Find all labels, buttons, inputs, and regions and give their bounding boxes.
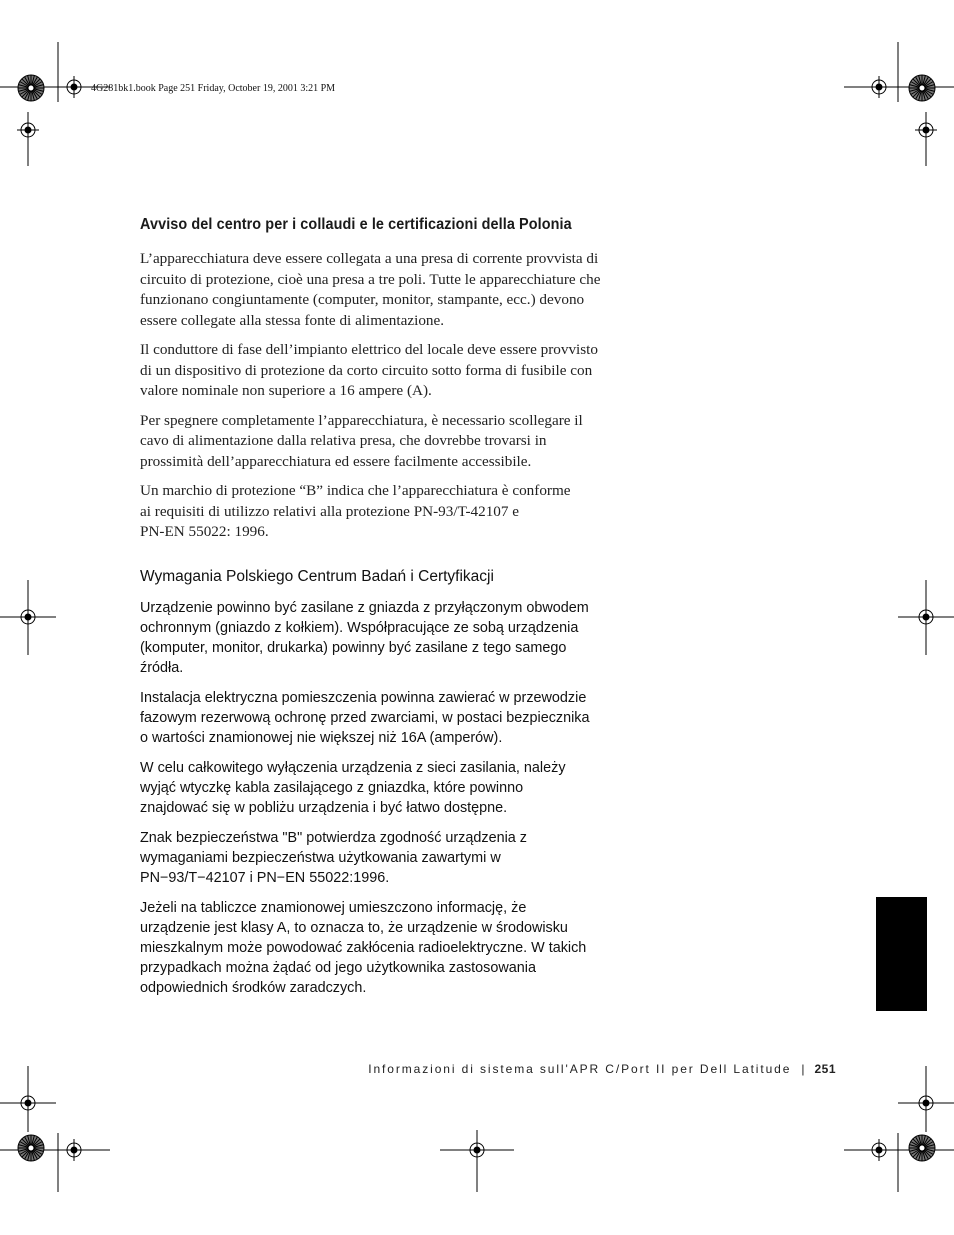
text-line: przypadkach można żądać od jego użytkownika zastosowania [140, 959, 536, 976]
italian-section-heading: Avviso del centro per i collaudi e le certificazioni della Polonia [140, 216, 572, 233]
italian-paragraph [140, 340, 640, 402]
polish-paragraph [140, 828, 640, 888]
page-number: 251 [814, 1062, 836, 1076]
text-line: ai requisiti di utilizzo relativi alla protezione PN-93/T-42107 e [140, 502, 520, 520]
polish-paragraph [140, 598, 640, 678]
text-line: PN-EN 55022: 1996. [140, 523, 269, 540]
polish-paragraph [140, 898, 640, 998]
polish-section-heading: Wymagania Polskiego Centrum Badań i Certyfikacji [140, 567, 494, 585]
text-line: Instalacja elektryczna pomieszczenia powinna zawierać w przewodzie [140, 689, 587, 706]
text-line: Il conduttore di fase dell’impianto elettrico del locale deve essere provvisto [140, 341, 598, 358]
footer-separator: | [801, 1062, 805, 1076]
italian-paragraph [140, 249, 640, 331]
text-line: odpowiednich środków zaradczych. [140, 979, 367, 996]
text-line: wyjąć wtyczkę kabla zasilającego z gniazdka, które powinno [140, 779, 524, 796]
text-line: funzionano congiuntamente (computer, monitor, stampante, ecc.) devono [140, 291, 585, 308]
italian-paragraph [140, 411, 640, 473]
polish-paragraph [140, 688, 640, 748]
text-line: ochronnym (gniazdo z kołkiem). Współpracujące ze sobą urządzenia [140, 619, 579, 636]
text-line: circuito di protezione, cioè una presa a tre poli. Tutte le apparecchiature che [140, 270, 601, 288]
text-line: Znak bezpieczeństwa "B" potwierdza zgodność urządzenia z [140, 829, 527, 846]
running-title: Informazioni di sistema sull'APR C/Port II per Dell Latitude [368, 1062, 792, 1076]
text-line: fazowym rezerwową ochronę przed zwarciami, w postaci bezpiecznika [140, 709, 590, 726]
text-line: o wartości znamionowej nie większej niż 16A (amperów). [140, 729, 503, 746]
polish-paragraph [140, 758, 640, 818]
file-info-header: 4G281bk1.book Page 251 Friday, October 19, 2001 3:21 PM [91, 83, 336, 94]
page-content [140, 216, 640, 1008]
text-line: essere collegate alla stessa fonte di alimentazione. [140, 311, 445, 329]
chapter-thumb-tab [876, 897, 927, 1011]
text-line: Un marchio di protezione “B” indica che l’apparecchiatura è conforme [140, 482, 571, 499]
text-line: cavo di alimentazione dalla relativa presa, che dovrebbe trovarsi in [140, 432, 547, 449]
text-line: mieszkalnym może powodować zakłócenia radioelektryczne. W takich [140, 939, 587, 956]
text-line: urządzenie jest klasy A, to oznacza to, że urządzenie w środowisku [140, 919, 568, 936]
polish-section-body [140, 598, 640, 998]
text-line: wymaganiami bezpieczeństwa użytkowania zawartymi w [140, 849, 501, 866]
text-line: di un dispositivo di protezione da corto circuito sotto forma di fusibile con [140, 361, 593, 379]
text-line: PN−93/T−42107 i PN−EN 55022:1996. [140, 869, 390, 886]
text-line: znajdować się w pobliżu urządzenia i być łatwo dostępne. [140, 799, 508, 816]
text-line: źródła. [140, 659, 184, 676]
page-footer [368, 1062, 836, 1076]
text-line: L’apparecchiatura deve essere collegata a una presa di corrente provvista di [140, 250, 599, 267]
text-line: prossimità dell’apparecchiatura ed essere facilmente accessibile. [140, 452, 532, 470]
text-line: (komputer, monitor, drukarka) powinny być zasilane z tego samego [140, 639, 567, 656]
text-line: W celu całkowitego wyłączenia urządzenia z sieci zasilania, należy [140, 759, 566, 776]
text-line: valore nominale non superiore a 16 ampere (A). [140, 382, 432, 399]
italian-section-body [140, 249, 640, 543]
text-line: Urządzenie powinno być zasilane z gniazda z przyłączonym obwodem [140, 599, 589, 616]
italian-paragraph [140, 481, 640, 543]
text-line: Per spegnere completamente l’apparecchiatura, è necessario scollegare il [140, 411, 583, 429]
text-line: Jeżeli na tabliczce znamionowej umieszczono informację, że [140, 899, 527, 916]
